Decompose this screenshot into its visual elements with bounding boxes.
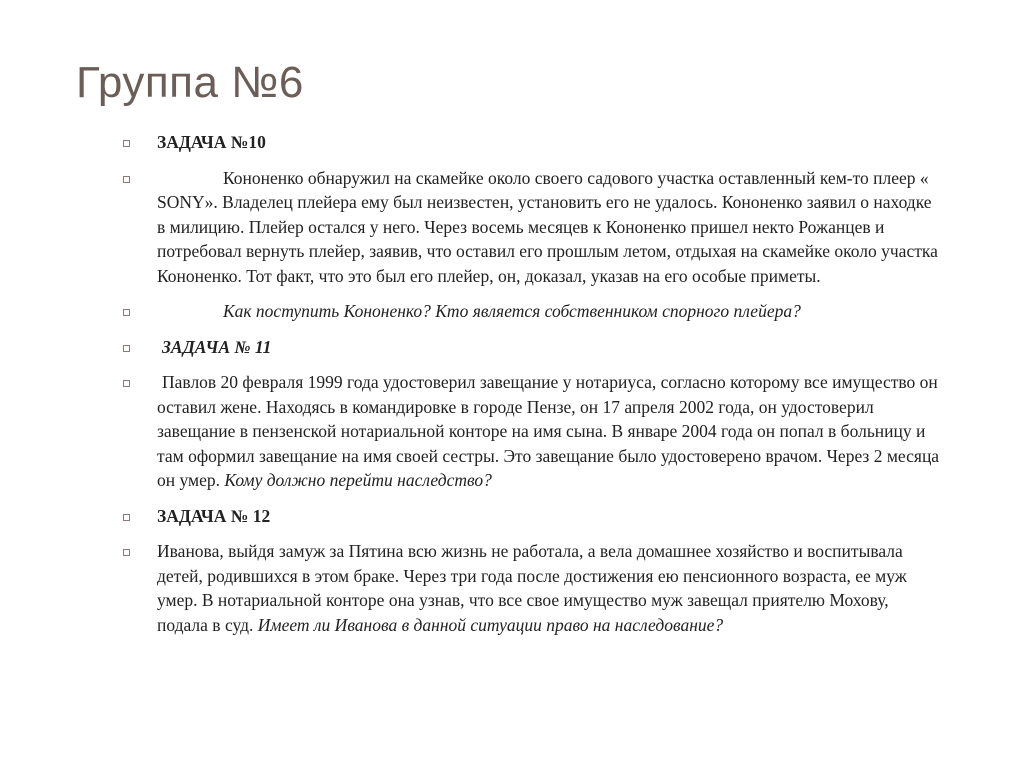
square-bullet-icon (123, 549, 130, 556)
slide-title: Группа №6 (76, 58, 304, 107)
square-bullet-icon (123, 176, 130, 183)
task-text: Павлов 20 февраля 1999 года удостоверил завещание у нотариуса, согласно которому все имущество он оставил жене. Находясь в командировке в городе Пензе, он 17 апреля 2002 года, он удостоверил завещание в пензенской нотариальной конторе на имя сына. В январе 2004 года он попал в больницу и там оформил завещание на имя своей сестры. Это завещание было удостоверено врачом. Через 2 месяца он умер. (157, 372, 940, 490)
square-bullet-icon (123, 140, 130, 147)
bullet-item-task-12-text (120, 539, 940, 637)
task-question: Как поступить Кононенко? Кто является собственником спорного плейера? (223, 301, 801, 321)
task-heading: ЗАДАЧА №10 (157, 132, 266, 152)
task-text: Иванова, выйдя замуж за Пятина всю жизнь не работала, а вела домашнее хозяйство и воспитывала детей, родившихся в этом браке. Через три года после достижения ею пенсионного возраста, ее муж умер. В нотариальной конторе она узнав, что все свое имущество муж завещал приятелю Мохову, подала в суд. (157, 541, 907, 635)
square-bullet-icon (123, 514, 130, 521)
slide-content (120, 130, 940, 648)
task-question: Имеет ли Иванова в данной ситуации право на наследование? (257, 614, 724, 635)
bullet-item-task-11-text (120, 370, 940, 493)
bullet-item-task-12-heading (120, 504, 940, 529)
task-heading: ЗАДАЧА № 12 (157, 505, 271, 526)
square-bullet-icon (123, 345, 130, 352)
bullet-item-task-11-heading (120, 335, 940, 360)
task-text: Кононенко обнаружил на скамейке около своего садового участка оставленный кем-то плеер « SONY». Владелец плейера ему был неизвестен, установить его не удалось. Кононенко заявил о находке в милицию. Плейер остался у него. Через восемь месяцев к Кононенко пришел некто Рожанцев и потребовал вернуть плейер, заявив, что оставил его прошлым летом, отдыхая на скамейке около участка Кононенко. Тот факт, что это был его плейер, он, доказал, указав на его особые приметы. (157, 167, 938, 286)
square-bullet-icon (123, 380, 130, 387)
square-bullet-icon (123, 309, 130, 316)
task-question: Кому должно перейти наследство? (224, 470, 492, 490)
bullet-item-task-10-heading (120, 130, 940, 155)
task-heading: ЗАДАЧА № 11 (162, 336, 272, 357)
bullet-item-task-10-question (120, 299, 940, 324)
bullet-item-task-10-text (120, 166, 940, 289)
